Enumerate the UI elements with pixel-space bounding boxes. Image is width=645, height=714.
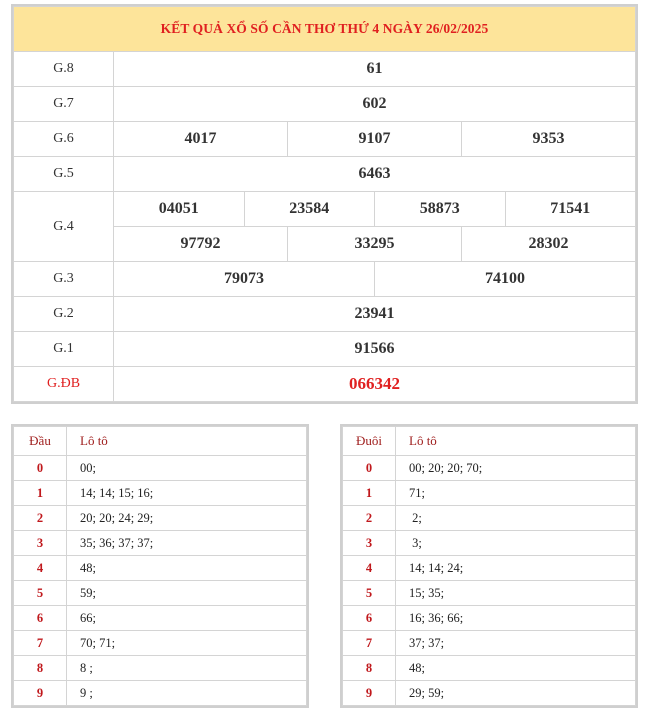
prize-row-g3	[14, 262, 636, 297]
loto-row	[343, 656, 636, 681]
special-prize-number: 066342	[114, 367, 636, 402]
prize-label: G.2	[14, 297, 114, 332]
loto-values: 48;	[67, 556, 307, 581]
loto-key: 4	[343, 556, 396, 581]
loto-row	[343, 681, 636, 706]
loto-key: 5	[343, 581, 396, 606]
prize-number: 23584	[244, 192, 375, 227]
loto-key: 1	[14, 481, 67, 506]
prize-number: 91566	[114, 332, 636, 367]
duoi-header: Đuôi	[343, 427, 396, 456]
loto-values: 29; 59;	[396, 681, 636, 706]
prize-number: 61	[114, 52, 636, 87]
prize-number: 602	[114, 87, 636, 122]
prize-row-g4	[14, 192, 636, 227]
prize-label: G.8	[14, 52, 114, 87]
dau-loto-table	[11, 424, 309, 708]
loto-row	[14, 481, 307, 506]
prize-row-g1	[14, 332, 636, 367]
loto-row	[343, 606, 636, 631]
loto-row	[343, 631, 636, 656]
loto-key: 9	[343, 681, 396, 706]
loto-key: 4	[14, 556, 67, 581]
loto-key: 7	[343, 631, 396, 656]
prize-number: 28302	[462, 227, 636, 262]
loto-row	[343, 581, 636, 606]
prize-number: 33295	[288, 227, 462, 262]
dau-header: Đầu	[14, 427, 67, 456]
loto-values: 00; 20; 20; 70;	[396, 456, 636, 481]
loto-values: 59;	[67, 581, 307, 606]
loto-values: 00;	[67, 456, 307, 481]
special-prize-label: G.ĐB	[14, 367, 114, 402]
loto-header-row	[343, 427, 636, 456]
loto-key: 9	[14, 681, 67, 706]
prize-number: 23941	[114, 297, 636, 332]
loto-values: 37; 37;	[396, 631, 636, 656]
loto-row	[343, 531, 636, 556]
prize-number: 97792	[114, 227, 288, 262]
loto-header-row	[14, 427, 307, 456]
prize-row-g7	[14, 87, 636, 122]
prize-row-g6	[14, 122, 636, 157]
loto-values: 48;	[396, 656, 636, 681]
prize-row-g5	[14, 157, 636, 192]
prize-number: 9353	[462, 122, 636, 157]
loto-row	[343, 481, 636, 506]
loto-row	[14, 581, 307, 606]
loto-row	[14, 606, 307, 631]
loto-key: 3	[14, 531, 67, 556]
results-table	[11, 4, 638, 404]
loto-row	[343, 456, 636, 481]
loto-row	[343, 506, 636, 531]
loto-values: 14; 14; 24;	[396, 556, 636, 581]
prize-label: G.7	[14, 87, 114, 122]
prize-row-g8	[14, 52, 636, 87]
prize-row-g2	[14, 297, 636, 332]
results-title: KẾT QUẢ XỔ SỐ CẦN THƠ THỨ 4 NGÀY 26/02/2025	[14, 7, 636, 52]
loto-key: 6	[343, 606, 396, 631]
prize-row-special	[14, 367, 636, 402]
prize-number: 79073	[114, 262, 375, 297]
loto-key: 3	[343, 531, 396, 556]
loto-row	[14, 456, 307, 481]
loto-values: 15; 35;	[396, 581, 636, 606]
loto-row	[343, 556, 636, 581]
loto-values: 71;	[396, 481, 636, 506]
loto-key: 0	[14, 456, 67, 481]
prize-number: 9107	[288, 122, 462, 157]
loto-key: 1	[343, 481, 396, 506]
prize-number: 58873	[375, 192, 506, 227]
loto-key: 8	[343, 656, 396, 681]
prize-label: G.3	[14, 262, 114, 297]
loto-values: 2;	[396, 506, 636, 531]
prize-number: 6463	[114, 157, 636, 192]
loto-header: Lô tô	[67, 427, 307, 456]
loto-key: 0	[343, 456, 396, 481]
loto-header: Lô tô	[396, 427, 636, 456]
prize-number: 04051	[114, 192, 245, 227]
loto-key: 2	[343, 506, 396, 531]
loto-values: 20; 20; 24; 29;	[67, 506, 307, 531]
loto-values: 14; 14; 15; 16;	[67, 481, 307, 506]
loto-row	[14, 531, 307, 556]
loto-values: 16; 36; 66;	[396, 606, 636, 631]
loto-key: 5	[14, 581, 67, 606]
prize-label: G.6	[14, 122, 114, 157]
prize-number: 71541	[505, 192, 636, 227]
loto-key: 6	[14, 606, 67, 631]
loto-values: 9 ;	[67, 681, 307, 706]
loto-values: 35; 36; 37; 37;	[67, 531, 307, 556]
loto-row	[14, 556, 307, 581]
loto-key: 7	[14, 631, 67, 656]
prize-label: G.5	[14, 157, 114, 192]
loto-values: 8 ;	[67, 656, 307, 681]
duoi-loto-table	[340, 424, 638, 708]
loto-values: 70; 71;	[67, 631, 307, 656]
prize-number: 4017	[114, 122, 288, 157]
loto-key: 2	[14, 506, 67, 531]
loto-row	[14, 656, 307, 681]
loto-row	[14, 506, 307, 531]
loto-key: 8	[14, 656, 67, 681]
loto-row	[14, 631, 307, 656]
prize-label: G.1	[14, 332, 114, 367]
loto-values: 66;	[67, 606, 307, 631]
prize-label: G.4	[14, 192, 114, 262]
prize-number: 74100	[375, 262, 636, 297]
loto-values: 3;	[396, 531, 636, 556]
loto-row	[14, 681, 307, 706]
